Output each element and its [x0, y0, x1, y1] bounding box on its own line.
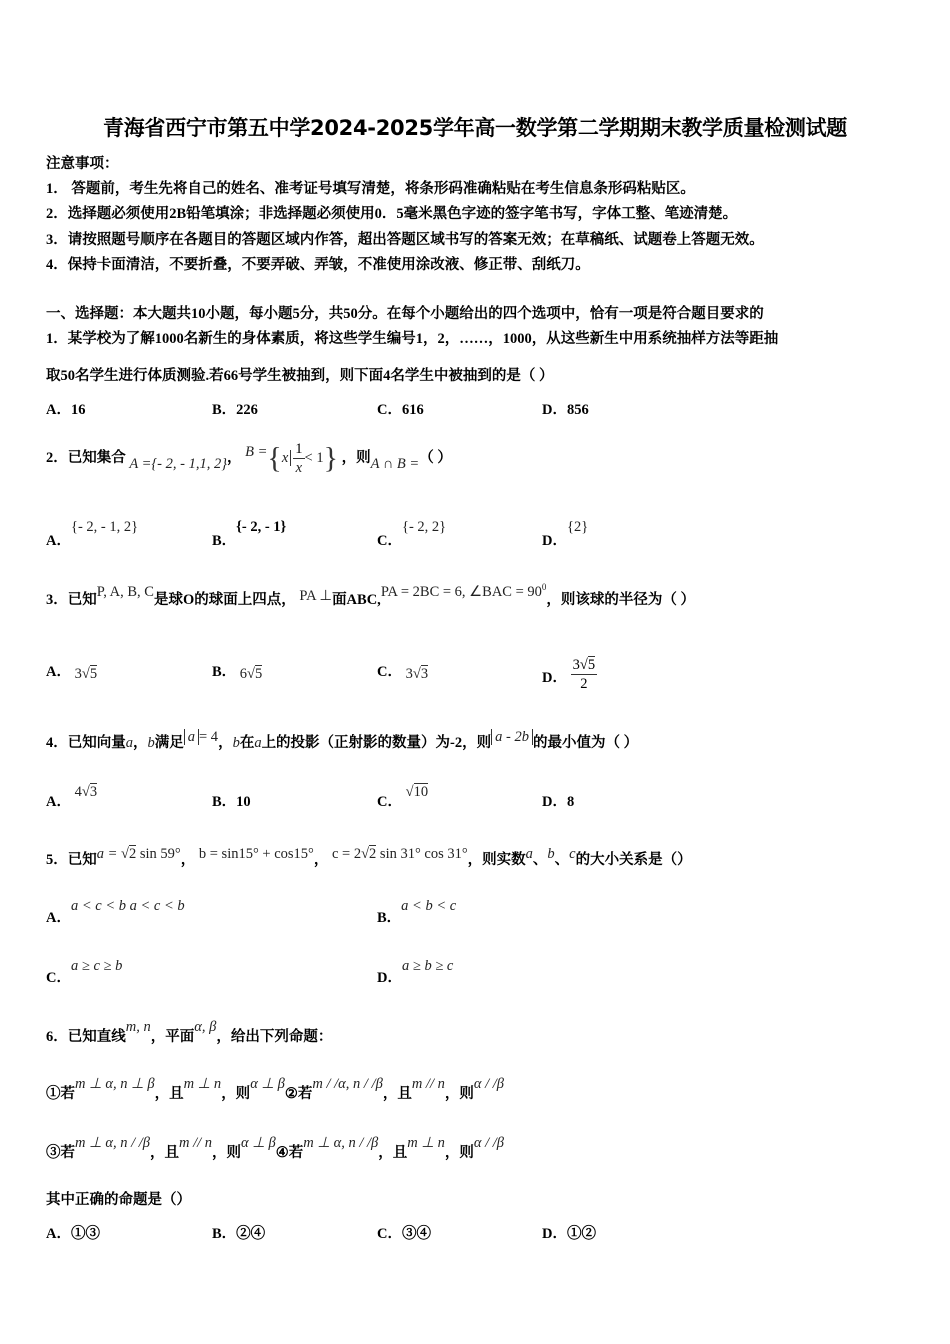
- section-heading: 一、选择题：本大题共10小题，每小题5分，共50分。在每个小题给出的四个选项中，恰有一项是符合题目要求的: [46, 306, 764, 322]
- q5-option-a-value: a < c < b a < c < b: [70, 898, 185, 914]
- q6-r1-res1: α ⊥ β: [250, 1076, 285, 1092]
- q4-option-d-label: D．: [542, 794, 567, 810]
- q6-r1-rel1: m ⊥ n: [183, 1076, 222, 1092]
- q6-lines: m, n: [125, 1019, 151, 1035]
- q3-option-c-rad: 3: [420, 666, 429, 682]
- q4-num: 4．已知向量: [46, 735, 126, 751]
- q6-r1-and2: ，且: [382, 1086, 412, 1102]
- q6-r2-rel2: m ⊥ n: [407, 1135, 445, 1151]
- q3-option-c: C． 3√3: [377, 664, 429, 682]
- q3-option-b-label: B．: [212, 664, 237, 680]
- q4-option-b: [212, 790, 251, 811]
- q4-text-4: 上的投影（正射影的数量）为-2，则: [261, 735, 492, 751]
- q2-option-d-label: D．: [542, 533, 567, 549]
- q5-b-expr: b = sin15° + cos15°: [198, 846, 314, 862]
- q6-option-d: D．①②: [542, 1226, 596, 1242]
- q4-option-d-value: 8: [566, 794, 575, 810]
- q6-r1-rel2: m // n: [411, 1076, 445, 1092]
- q3-option-b-coef: 6: [239, 666, 248, 682]
- q3-option-d-coef: 3: [572, 657, 580, 673]
- q5-option-d-label: D．: [377, 970, 402, 986]
- notice-heading: 注意事项：: [46, 156, 119, 172]
- q3-option-a-rad: 5: [89, 666, 98, 682]
- q2-option-b-label: B．: [212, 533, 237, 549]
- q5-option-d-value: a ≥ b ≥ c: [401, 958, 454, 974]
- q5-a-tail: sin 59°: [139, 846, 181, 862]
- q5-option-d: [377, 958, 454, 987]
- q4-option-d: [542, 790, 574, 811]
- q3-option-a-label: A．: [46, 664, 71, 680]
- q1-option-d: D．856: [542, 402, 589, 418]
- q2-option-a-value: {- 2, - 1, 2}: [70, 519, 139, 535]
- notice-item-4: 4．保持卡面清洁，不要折叠，不要弄破、弄皱，不准使用涂改液、修正带、刮纸刀。: [46, 257, 590, 273]
- q5-text-2: 的大小关系是（）: [575, 852, 692, 868]
- q5-option-b-label: B．: [377, 910, 402, 926]
- q4-vec-b: b: [147, 735, 155, 751]
- q3-degree: 0: [541, 582, 547, 592]
- q3-pa-perp: PA ⊥: [299, 588, 333, 604]
- q1-option-a: A．16: [46, 402, 86, 418]
- q2-option-c-label: C．: [377, 533, 402, 549]
- q4-abs-a: a: [184, 729, 199, 745]
- q3-stem: [46, 582, 696, 609]
- q4-option-b-label: B．: [212, 794, 237, 810]
- q5-option-c: [46, 958, 123, 987]
- q2-comma: ，: [227, 449, 242, 466]
- q2-then: ，则: [341, 449, 371, 466]
- q5-option-c-value: a ≥ c ≥ b: [70, 958, 123, 974]
- q1-option-b: B．226: [212, 402, 258, 418]
- q5-var-a: a: [525, 846, 533, 862]
- q4-option-c-rad: 10: [413, 784, 429, 800]
- q6-r2-res1: α ⊥ β: [241, 1135, 276, 1151]
- q6-r2-cond2: m ⊥ α, n / /β: [303, 1135, 379, 1151]
- q6-r1-cond2: m / /α, n / /β: [312, 1076, 383, 1092]
- q2-frac-num: 1: [295, 441, 303, 457]
- q2-frac-den: x: [295, 460, 303, 476]
- q4-option-b-value: 10: [236, 794, 251, 810]
- q3-option-b: B． 6√5: [212, 664, 263, 682]
- q5-option-c-label: C．: [46, 970, 71, 986]
- q3-option-c-coef: 3: [405, 666, 413, 682]
- q2-option-c-value: {- 2, 2}: [401, 519, 447, 535]
- q2-paren: （ ）: [419, 449, 452, 466]
- q6-row-1: [46, 1076, 504, 1103]
- q3-condition: PA = 2BC = 6, ∠BAC = 90: [380, 584, 542, 600]
- q3-num: 3．已知: [46, 592, 97, 608]
- q3-text-1: 是球O的球面上四点，: [153, 592, 296, 608]
- q2-set-a: A ={- 2, - 1,1, 2}: [129, 455, 228, 472]
- q6-option-a: A．①③: [46, 1226, 100, 1242]
- q6-r2-and2: ，且: [378, 1145, 408, 1161]
- q4-text-5: 的最小值为（ ）: [532, 735, 639, 751]
- page-title: 青海省西宁市第五中学2024-2025学年高一数学第二学期期末教学质量检测试题: [103, 116, 847, 140]
- q4-text-2: ，: [218, 735, 233, 751]
- q3-option-c-label: C．: [377, 664, 402, 680]
- q6-text-1: ，平面: [150, 1029, 195, 1045]
- q4-abs-expr: a - 2b: [491, 729, 533, 745]
- q6-option-c: C．③④: [377, 1226, 431, 1242]
- q6-row-2: [46, 1135, 504, 1162]
- q1-line1: 1．某学校为了解1000名新生的身体素质，将这些学生编号1，2，……，1000，从这些新生中用系统抽样方法等距抽: [46, 331, 779, 347]
- q4-vec-a: a: [125, 735, 133, 751]
- q6-num: 6．已知直线: [46, 1029, 126, 1045]
- q5-text-1: ，则实数: [467, 852, 526, 868]
- q6-r2-rel1: m // n: [179, 1135, 213, 1151]
- q6-r1-res2: α / /β: [473, 1076, 504, 1092]
- q4-option-c-label: C．: [377, 794, 402, 810]
- q2-num: 2．已知集合: [46, 449, 126, 466]
- q4-option-a-coef: 4: [74, 784, 82, 800]
- q3-text-3: ，则该球的半径为（ ）: [546, 592, 696, 608]
- q2-option-a-label: A．: [46, 533, 71, 549]
- q2-option-b: [212, 519, 287, 550]
- q6-option-b: B．②④: [212, 1226, 266, 1242]
- q2-option-d-value: {2}: [566, 519, 589, 535]
- q6-r1-and1: ，且: [154, 1086, 184, 1102]
- q5-sep: 、: [532, 852, 548, 868]
- q3-text-2: 面ABC,: [332, 592, 381, 608]
- q6-question: 其中正确的命题是（）: [46, 1192, 191, 1208]
- q4-option-a: A． 4√3: [46, 784, 98, 810]
- q3-option-b-rad: 5: [255, 666, 263, 682]
- q5-a-expr: a =: [96, 846, 122, 862]
- q6-r1-then2: ，则: [444, 1086, 474, 1102]
- q6-r2-p4: ④若: [275, 1145, 304, 1161]
- q1-line2: 取50名学生进行体质测验.若66号学生被抽到，则下面4名学生中被抽到的是（ ）: [46, 368, 554, 384]
- notice-item-3: 3．请按照题号顺序在各题目的答题区域内作答，超出答题区域书写的答案无效；在草稿纸、试题卷上答题无效。: [46, 232, 764, 248]
- q5-stem: 5．已知a = √2 sin 59°， b = sin15° + cos15°， c = 2√2 sin 31° cos 31°，则实数a、b、c的大小关系是（）: [46, 846, 692, 868]
- q6-text-2: ，给出下列命题：: [216, 1029, 333, 1045]
- q4-option-a-rad: 3: [89, 784, 98, 800]
- q5-option-a-label: A．: [46, 910, 71, 926]
- q3-option-d: D． $\frac{3√5}{2}$: [542, 657, 596, 692]
- q5-option-b: [377, 898, 457, 927]
- q2-option-a: [46, 519, 139, 550]
- q6-r1-p2: ②若: [284, 1086, 313, 1102]
- q6-r1-cond1: m ⊥ α, n ⊥ β: [75, 1076, 155, 1092]
- q2-brace-left: {: [267, 441, 282, 475]
- q5-c-pre: c = 2: [331, 846, 362, 862]
- q2-brace-right: }: [323, 441, 338, 475]
- q4-comma: ，: [133, 735, 148, 751]
- q5-var-c: c: [569, 846, 576, 862]
- q6-r1-p1: ①若: [46, 1086, 75, 1102]
- q2-option-d: [542, 519, 589, 550]
- q4-text-3: 在: [239, 735, 255, 751]
- q2-set-b-tail: < 1: [304, 449, 324, 466]
- q6-r2-then1: ，则: [212, 1145, 242, 1161]
- q6-r1-then1: ，则: [221, 1086, 251, 1102]
- q6-r2-cond1: m ⊥ α, n / /β: [75, 1135, 150, 1151]
- q2-option-b-value: {- 2, - 1}: [236, 519, 287, 535]
- q2-option-c: [377, 519, 447, 550]
- q6-r2-res2: α / /β: [473, 1135, 504, 1151]
- q5-num: 5．已知: [46, 852, 97, 868]
- q5-option-a: [46, 898, 185, 927]
- notice-item-2: 2．选择题必须使用2B铅笔填涂；非选择题必须使用0．5毫米黑色字迹的签字笔书写，字体工整、笔迹清楚。: [46, 206, 738, 222]
- q3-option-a: A． 3√5: [46, 664, 98, 682]
- q4-abs-value: = 4: [199, 729, 219, 745]
- q6-r2-p3: ③若: [46, 1145, 75, 1161]
- q2-expr: A ∩ B =: [370, 455, 420, 472]
- q4-text-1: 满足: [154, 735, 184, 751]
- q3-option-d-label: D．: [542, 669, 567, 686]
- q2-stem: [46, 440, 452, 477]
- q4-stem: 4．已知向量a，b满足 a = 4，b在a上的投影（正射影的数量）为-2，则 a - 2b 的最小值为（ ）: [46, 729, 639, 751]
- q6-r2-and1: ，且: [150, 1145, 179, 1161]
- q3-points: P, A, B, C: [96, 584, 154, 600]
- q6-stem: [46, 1019, 333, 1046]
- q3-option-d-den: 2: [580, 676, 588, 692]
- q3-option-a-coef: 3: [74, 666, 82, 682]
- q5-a-rad: 2: [129, 846, 137, 862]
- q5-var-b: b: [547, 846, 555, 862]
- q5-c-tail: sin 31° cos 31°: [379, 846, 468, 862]
- q4-option-c: C． √10: [377, 784, 429, 810]
- q6-r2-then2: ，则: [444, 1145, 474, 1161]
- q1-option-c: C．616: [377, 402, 424, 418]
- notice-item-1: 1． 答题前，考生先将自己的姓名、准考证号填写清楚，将条形码准确粘贴在考生信息条形码粘贴区。: [46, 181, 695, 197]
- q5-option-b-value: a < b < c: [401, 898, 457, 914]
- q3-option-d-rad: 5: [587, 657, 596, 673]
- q2-set-b-x: x: [281, 449, 289, 466]
- q2-set-b-left: B =: [245, 443, 268, 460]
- q4-option-a-label: A．: [46, 794, 71, 810]
- q6-planes: α, β: [194, 1019, 217, 1035]
- q2-fraction: [293, 440, 304, 477]
